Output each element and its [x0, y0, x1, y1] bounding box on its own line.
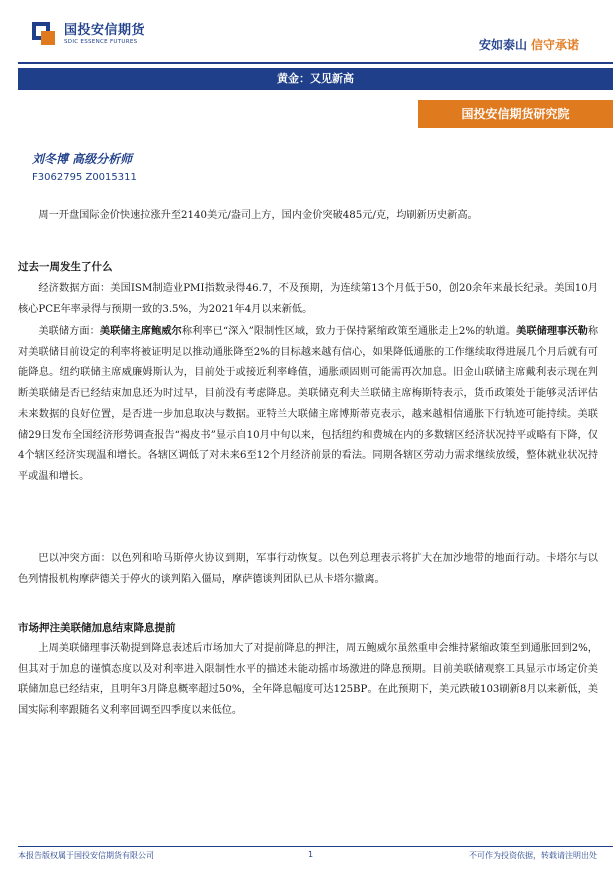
footer-copyright: 本报告版权属于国投安信期货有限公司 — [18, 851, 154, 860]
intro-paragraph: 周一开盘国际金价快速拉涨升至2140美元/盎司上方，国内金价突破485元/克，均刷新历史新高。 — [38, 210, 478, 221]
footer-disclaimer: 不可作为投资依据，转载请注明出处 — [469, 851, 597, 860]
fed-governor-name: 美联储理事沃勒 — [516, 325, 588, 337]
logo-cn-text: 国投安信期货 — [64, 23, 146, 38]
author-name: 刘冬博 高级分析师 — [32, 152, 133, 166]
paragraph-economic-data: 经济数据方面：美国ISM制造业PMI指数录得46.7，不及预期，为连续第13个月低于50，创20余年来最长纪录。美国10月核心PCE年率录得与预期一致的3.5%，为2021年4月以来新低。 — [18, 283, 598, 315]
paragraph-conflict: 巴以冲突方面：以色列和哈马斯停火协议到期，军事行动恢复。以色列总理表示将扩大在加沙地带的地面行动。卡塔尔与以色列情报机构摩萨德关于停火的谈判陷入僵局，摩萨德谈判团队已从卡塔尔撤离。 — [18, 553, 598, 585]
section-heading-market: 市场押注美联储加息结束降息提前 — [18, 622, 176, 634]
page-header — [0, 0, 615, 62]
institute-badge: 国投安信期货研究院 — [418, 100, 613, 128]
logo-en-text: SDIC ESSENCE FUTURES — [64, 39, 138, 45]
header-divider — [18, 62, 613, 64]
slogan-part-b: 信守承诺 — [530, 38, 579, 52]
fed-chair-text: 称利率已“深入”限制性区域，致力于保持紧缩政策至通胀走上2%的轨道。 — [181, 326, 517, 337]
footer-divider — [18, 846, 613, 847]
slogan — [479, 36, 579, 53]
fed-rest-text: 称对美联储目前设定的利率将被证明足以推动通胀降至2%的目标越来越有信心，如果降低通胀的工作继续取得进展几个月后就有可能降息。纽约联储主席威廉姆斯认为，目前处于或接近利率峰值，通胀顽固则可能需再次加息。旧金山联储主席戴利表示现在判断美联储是否已经结束加息还为时过早，目前没有考虑降息。美联储克利夫兰联储主席梅斯特表示，货币政策处于能够灵活评估未来数据的良好位置，是否进一步加息取决与数据。亚特兰大联储主席博斯蒂克表示，越来越相信通胀下行轨迹可能持续。美联储29日发布全国经济形势调查报告“褐皮书”显示自10月中旬以来，包括纽约和费城在内的多数辖区经济状况持平或略有下降，仅4个辖区经济实现温和增长。各辖区调低了对未来6至12个月经济前景的看法。同期各辖区劳动力需求继续放缓，整体就业状况持平或温和增长。 — [18, 326, 599, 482]
paragraph-market: 上周美联储理事沃勒提到降息表述后市场加大了对提前降息的押注，周五鲍威尔虽然重申会维持紧缩政策至到通胀回到2%，但其对于加息的谨慎态度以及对利率进入限制性水平的描述未能动摇市场激进的降息预期。目前美联储观察工具显示市场定价美联储加息已经结束，且明年3月降息概率超过50%，全年降息幅度可达125BP。在此预期下，美元跌破103刷新8月以来新低，美国实际利率跟随名义利率回调至四季度以来低位。 — [18, 643, 598, 717]
company-logo — [32, 22, 145, 48]
fed-chair-name: 美联储主席鲍威尔 — [99, 325, 182, 337]
paragraph-fed — [18, 321, 598, 488]
fed-lead: 美联储方面： — [38, 326, 100, 337]
report-title: 黄金：又见新高 — [18, 68, 613, 90]
author-cert-numbers: F3062795 Z0015311 — [32, 172, 137, 183]
logo-mark-icon — [32, 22, 58, 48]
slogan-part-a: 安如泰山 — [478, 38, 527, 52]
section-heading-week-review: 过去一周发生了什么 — [18, 261, 113, 273]
page-number: 1 — [308, 850, 314, 859]
